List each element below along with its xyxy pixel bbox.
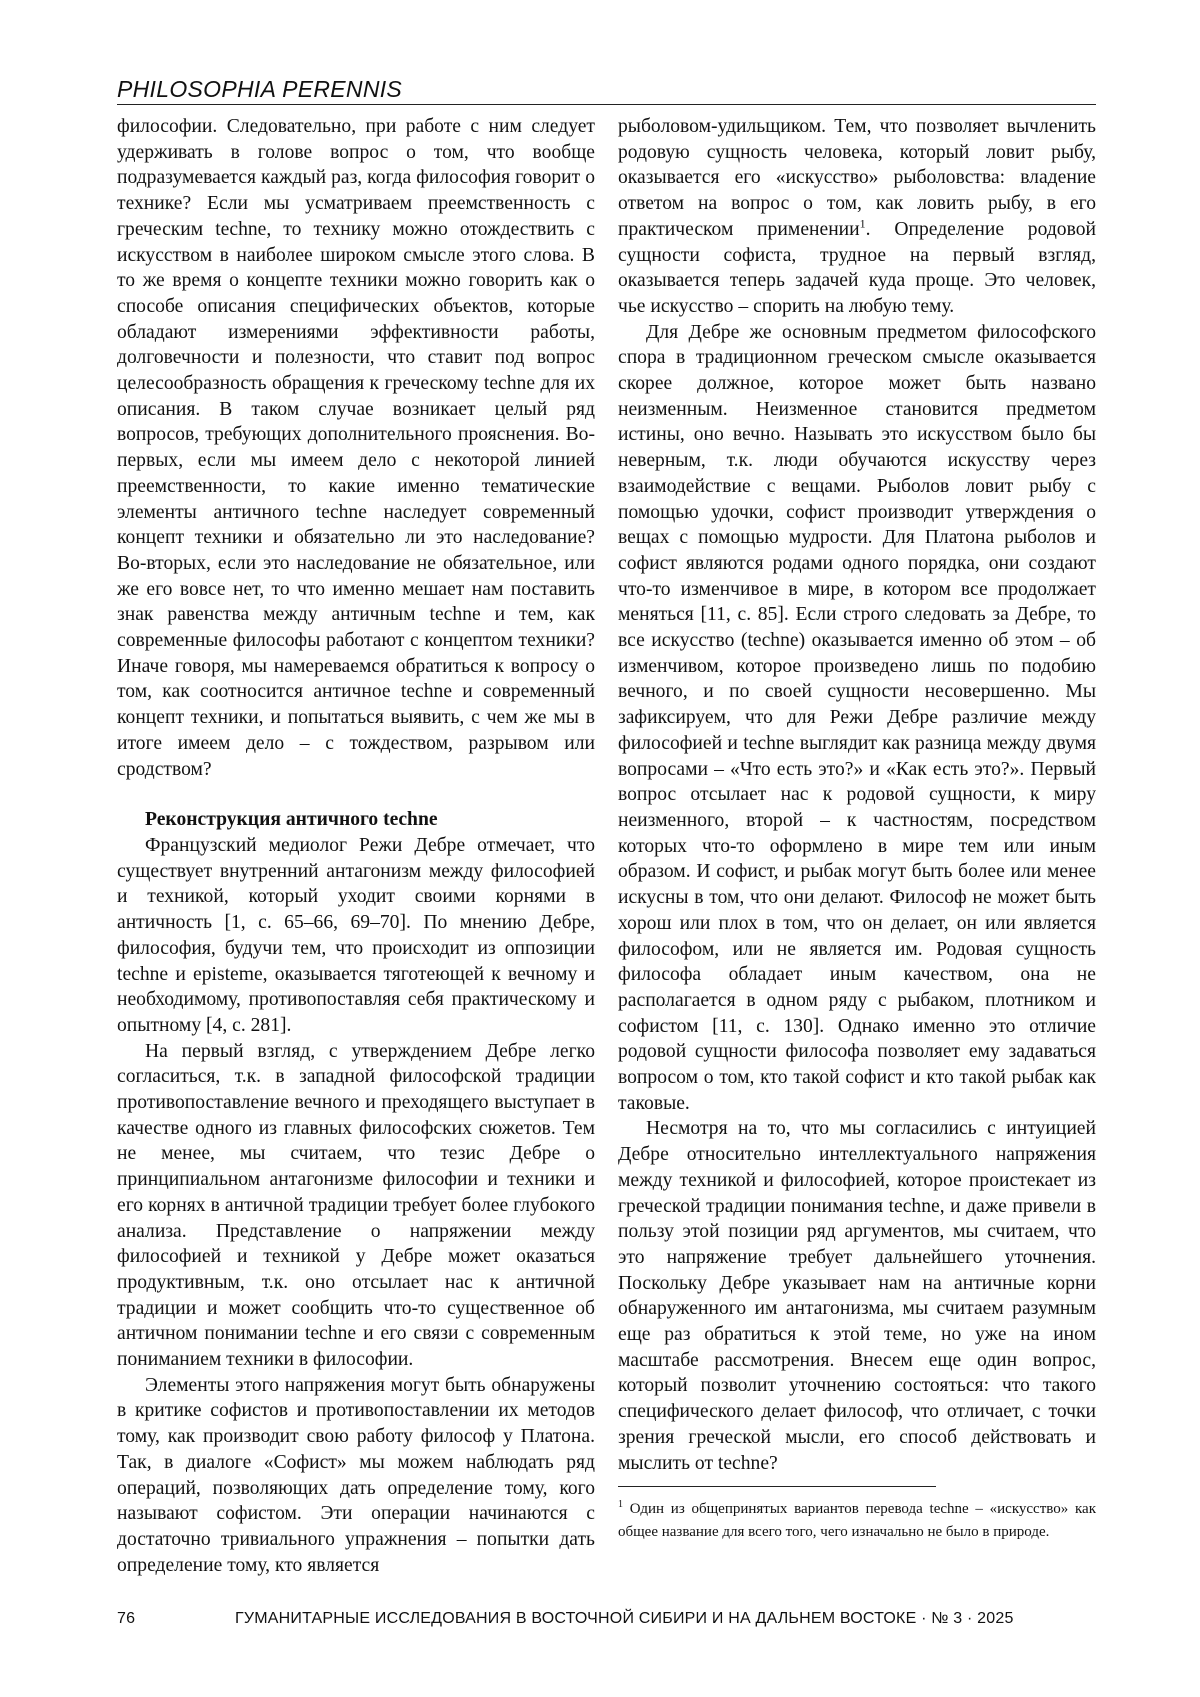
paragraph: философии. Следовательно, при работе с ним следует удерживать в голове вопрос о том, что вообще подразумевается каждый раз, когда философия говорит о технике? Если мы усматриваем преемственность с греческим techne, то технику можно отождествить с искусством в наиболее широком смысле этого слова. В то же время о концепте техники можно говорить как о способе описания специфических объектов, которые обладают измерениями эффективности работы, долговечности и полезности, что ставит под вопрос целесообразность обращения к греческому techne для их описания. В таком случае возникает целый ряд вопросов, требующих дополнительного прояснения. Во-первых, если мы имеем дело с некоторой линией преемственности, то какие именно тематические элементы античного techne наследует современный концепт техники и обязательно ли это наследование? Во-вторых, если это наследование не обязательное, или же его вовсе нет, то что именно мешает нам поставить знак равенства между античным techne и тем, как современные философы работают с концептом техники? Иначе говоря, мы намереваемся обратиться к вопросу о том, как соотносится античное techne и современный концепт техники, и попытаться выявить, с чем же мы в итоге имеем дело – с тождеством, разрывом или сродством? <box>117 116 595 780</box>
footnote-text: Один из общепринятых вариантов перевода techne – «искусство» как общее название для всего того, чего изначально не было в природе. <box>618 1501 1096 1541</box>
paragraph: На первый взгляд, с утверждением Дебре легко согласиться, т.к. в западной философской традиции противопоставление вечного и преходящего выступает в качестве одного из главных философских сюжетов. Тем не менее, мы считаем, что тезис Дебре о принципиальном антагонизме философии и техники и его корнях в античной традиции требует более глубокого анализа. Представление о напряжении между философией и техникой у Дебре может оказаться продуктивным, т.к. оно отсылает нас к античной традиции и может сообщить что-то существенное об античном понимании techne и его связи с современным пониманием техники в философии. <box>117 1040 595 1371</box>
footnote-mark: 1 <box>618 1499 623 1511</box>
paragraph-text: рыболовом-удильщиком. Тем, что позволяет вычленить родовую сущность человека, который ловит рыбу, оказывается его «искусство» рыболовства: владение ответом на вопрос о том, как ловить рыбу, в его практическом применении <box>618 116 1096 240</box>
left-column <box>117 114 595 1578</box>
header-rule <box>117 104 1096 105</box>
paragraph <box>618 114 1096 320</box>
section-spacer <box>117 782 595 807</box>
paragraph: Французский медиолог Режи Дебре отмечает, что существует внутренний антагонизм между философией и техникой, который уходит своими корнями в античность [1, с. 65–66, 69–70]. По мнению Дебре, философия, будучи тем, что происходит из оппозиции techne и episteme, оказывается тяготеющей к вечному и необходимому, противопоставляя себя практическому и опытному [4, с. 281]. <box>117 834 595 1036</box>
paragraph: Несмотря на то, что мы согласились с интуицией Дебре относительно интеллектуального напряжения между техникой и философией, которое проистекает из греческой традиции понимания techne, и даже привели в пользу этой позиции ряд аргументов, мы считаем, что это напряжение требует дальнейшего уточнения. Поскольку Дебре указывает нам на античные корни обнаруженного им антагонизма, мы считаем разумным еще раз обратиться к этой теме, но уже на ином масштабе рассмотрения. Внесем еще один вопрос, который позволит уточнению состояться: что такого специфического делает философ, что отличает, с точки зрения греческой мысли, его способ действовать и мыслить от techne? <box>618 1118 1096 1474</box>
footnote <box>618 1498 1096 1544</box>
journal-title: ГУМАНИТАРНЫЕ ИССЛЕДОВАНИЯ В ВОСТОЧНОЙ СИБИРИ И НА ДАЛЬНЕМ ВОСТОКЕ · № 3 · 2025 <box>235 1610 1014 1627</box>
paragraph-text: . Определение родовой сущности софиста, трудное на первый взгляд, оказывается теперь задачей куда проще. Это человек, чье искусство – спорить на любую тему. <box>618 218 1096 317</box>
paragraph: Для Дебре же основным предметом философского спора в традиционном греческом смысле оказывается скорее должное, которое может быть названо неизменным. Неизменное становится предметом истины, оно вечно. Называть это искусством было бы неверным, т.к. люди обучаются искусству через взаимодействие с вещами. Рыболов ловит рыбу с помощью удочки, софист производит утверждения о вещах с помощью мудрости. Для Платона рыболов и софист являются родами одного порядка, они создают что-то изменчивое в мире, в котором все продолжает меняться [11, с. 85]. Если строго следовать за Дебре, то все искусство (techne) оказывается именно об этом – об изменчивом, которое произведено лишь по подобию вечного, и по своей сущности несовершенно. Мы зафиксируем, что для Режи Дебре различие между философией и techne выглядит как разница между двумя вопросами – «Что есть это?» и «Как есть это?». Первый вопрос отсылает нас к родовой сущности, к миру неизменного, второй – к частностям, посредством которых что-то оформлено в мире тем или иным образом. И софист, и рыбак могут быть более или менее искусны в том, что они делают. Философ не может быть хорош или плох в том, что он делает, он или является философом, или не является им. Родовая сущность философа обладает иным качеством, она не располагается в одном ряду с рыбаком, плотником и софистом [11, с. 130]. Однако именно это отличие родовой сущности философа позволяет ему задаваться вопросом о том, кто такой софист и кто такой рыбак как таковые. <box>618 321 1096 1114</box>
footnote-reference[interactable]: 1 <box>859 216 866 231</box>
paragraph: Элементы этого напряжения могут быть обнаружены в критике софистов и противопоставлении их методов тому, как производит свою работу философ у Платона. Так, в диалоге «Софист» мы можем наблюдать ряд операций, позволяющих дать определение тому, кого называют софистом. Эти операции начинаются с достаточно тривиального упражнения – попытки дать определение тому, кто является <box>117 1374 595 1576</box>
running-head: PHILOSOPHIA PERENNIS <box>117 76 403 102</box>
footnote-rule <box>618 1486 936 1487</box>
right-column <box>618 114 1096 1544</box>
page-number: 76 <box>117 1610 136 1627</box>
section-heading: Реконструкция античного techne <box>145 809 438 831</box>
